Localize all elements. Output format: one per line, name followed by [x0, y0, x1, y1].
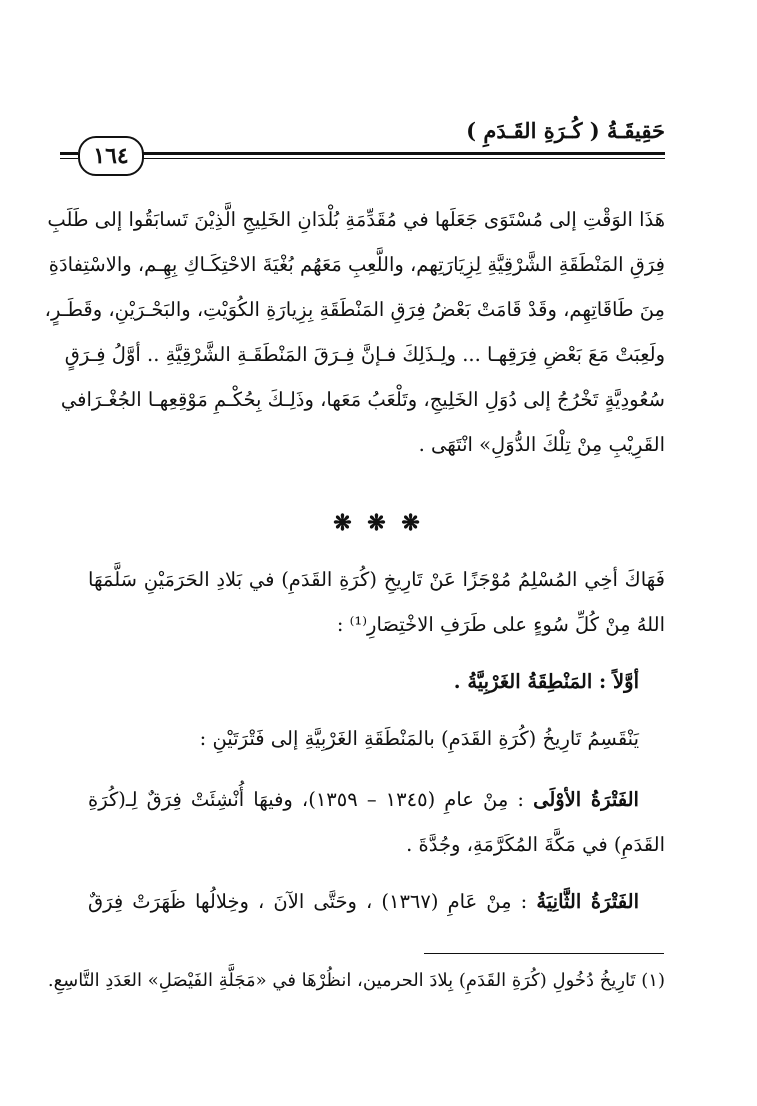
paragraph-line: القَرِيْبِ مِنْ تِلْكَ الدُّوَلِ» انْتَهَى . — [418, 433, 665, 456]
paragraph-line: مِنَ طَاقَاتِهِم، وقَدْ قَامَتْ بَعْضُ فِرَقِ المَنْطَقَةِ بِزِيارَةِ الكُوَيْتِ، والبَحْـرَيْنِ، وقَطَـرٍ، — [44, 298, 665, 321]
footnote: (١) تَارِيخُ دُخُولِ (كُرَةِ القَدَمِ) بِلادَ الحرمين، انظُرْهَا في «مَجَلَّةِ الفَيْصَلِ» العَدَدِ التَّاسِعِ. — [47, 970, 665, 991]
paragraph-line: ولَعِبَتْ مَعَ بَعْضِ فِرَقِهـا ... ولِـذَلِكَ فـإنَّ فِـرَقَ المَنْطَقَـةِ الشَّرْقِيَّةِ .. أوَّلُ فِـرَقٍ — [64, 343, 665, 366]
period-line — [88, 890, 639, 913]
paragraph-line: اللهُ مِنْ كُلِّ سُوءٍ على طَرَفِ الاخْتِصَارِ⁽¹⁾ : — [336, 613, 665, 636]
section-separator: ❋ ❋ ❋ — [333, 510, 424, 536]
running-header-title: حَقِيقَـةُ ( كُـرَةِ القَـدَمِ ) — [466, 118, 665, 143]
header-rule — [140, 152, 665, 155]
paragraph-line: سُعُودِيَّةٍ تَخْرُجُ إلى دُوَلِ الخَلِيجِ، وتَلْعَبُ مَعَها، وذَلِـكَ بِحُكْـمِ مَوْقِعِهـا الجُغْـرَافي — [60, 388, 665, 411]
section-heading — [454, 670, 639, 693]
page-number-badge — [78, 136, 144, 176]
period-line — [88, 788, 639, 811]
paragraph-line: فِرَقِ المَنْطَقَةِ الشَّرْقِيَّةِ لِزِيَارَتِهم، واللَّعِبِ مَعَهُم بُغْيَةَ الاحْتِكَـاكِ بِهِـم، والاسْتِفادَةِ — [48, 253, 665, 276]
period1-label: الفَتْرَةُ الأوْلَى — [533, 788, 639, 811]
header-rule-thin — [140, 158, 665, 159]
period2-text: : مِنْ عَامِ (١٣٦٧) ، وحَتَّى الآنَ ، وخِلالُها ظَهَرَتْ فِرَقٌ — [88, 890, 528, 913]
footnote-rule — [424, 953, 664, 954]
period2-label: الفَتْرَةُ الثَّانِيَةُ — [536, 890, 640, 913]
paragraph-line: هَذَا الوَقْتِ إلى مُسْتَوَى جَعَلَها في مُقَدِّمَةِ بُلْدَانِ الخَلِيجِ الَّذِيْنَ تَسابَقُوا إلى طَلَبِ — [47, 208, 665, 231]
paragraph-line: فَهَاكَ أخِي المُسْلِمُ مُوْجَزًا عَنْ تَارِيخِ (كُرَةِ القَدَمِ) في بَلادِ الحَرَمَيْنِ سَلَّمَهَا — [88, 568, 665, 591]
page-number: ١٦٤ — [93, 143, 129, 169]
badge-stub-thin — [60, 158, 78, 159]
paragraph-line: يَنْقَسِمُ تَارِيخُ (كُرَةِ القَدَمِ) بالمَنْطَقَةِ الغَرْبِيَّةِ إلى فَتْرَتَيْنِ : — [199, 727, 639, 750]
badge-stub — [60, 152, 78, 155]
period1-text: : مِنْ عامِ (١٣٤٥ – ١٣٥٩)، وفيهَا أُنْشِئَتْ فِرَقٌ لِـ(كُرَةِ — [88, 788, 524, 811]
paragraph-line: القَدَمِ) في مَكَّةَ المُكَرَّمَةِ، وجُدَّةَ . — [406, 833, 665, 856]
heading-text: أوَّلاً : المَنْطِقَةُ الغَرْبِيَّةُ . — [453, 670, 639, 693]
